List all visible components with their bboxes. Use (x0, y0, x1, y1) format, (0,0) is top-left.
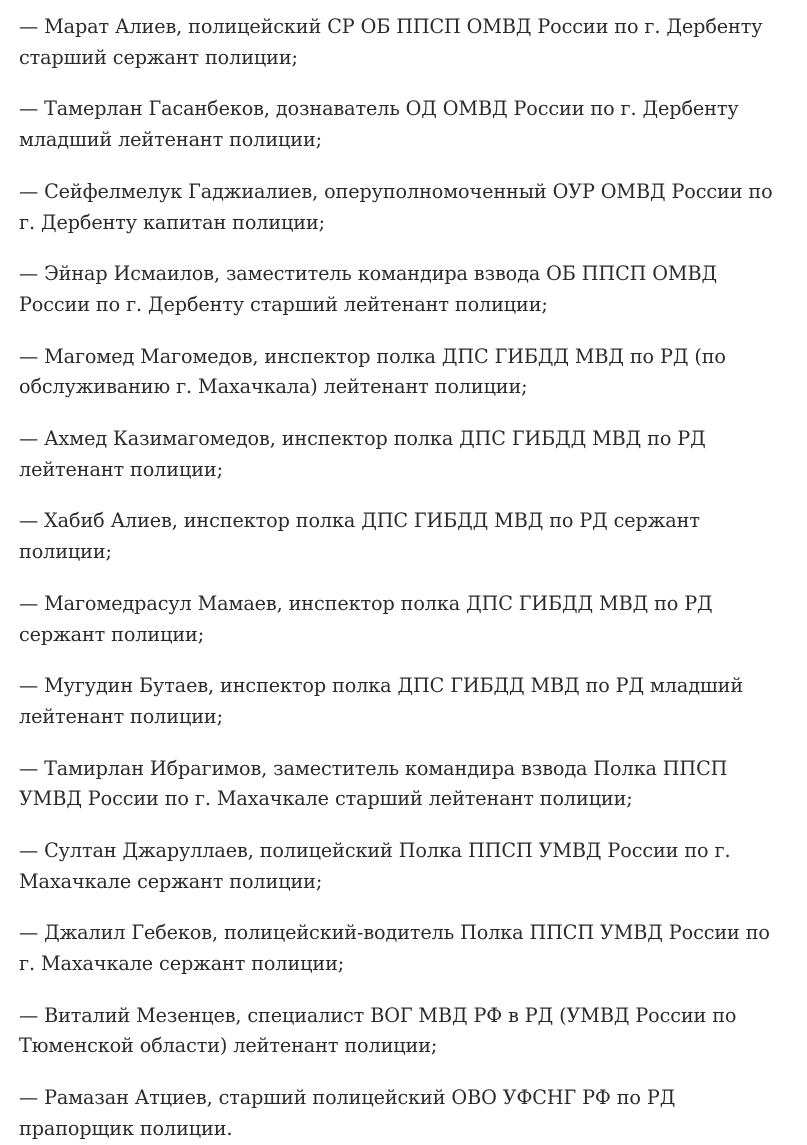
list-item: — Тамирлан Ибрагимов, заместитель командира взвода Полка ППСП УМВД России по г. Махачкале старший лейтенант полиции; (19, 756, 728, 811)
list-item: — Тамерлан Гасанбеков, дознаватель ОД ОМВД России по г. Дербенту младший лейтенант полиции; (19, 97, 739, 152)
list-item: — Джалил Гебеков, полицейский-водитель Полка ППСП УМВД России по г. Махачкале сержант полиции; (19, 921, 770, 976)
list-item: — Султан Джаруллаев, полицейский Полка ППСП УМВД России по г. Махачкале сержант полиции; (19, 838, 731, 893)
list-item: — Сейфелмелук Гаджиалиев, оперуполномоченный ОУР ОМВД России по г. Дербенту капитан полиции; (19, 179, 773, 234)
list-item: — Рамазан Атциев, старший полицейский ОВО УФСНГ РФ по РД прапорщик полиции. (19, 1086, 676, 1140)
list-item: — Хабиб Алиев, инспектор полка ДПС ГИБДД МВД по РД сержант полиции; (19, 509, 700, 564)
list-item: — Магомедрасул Мамаев, инспектор полка ДПС ГИБДД МВД по РД сержант полиции; (19, 591, 713, 646)
list-item: — Ахмед Казимагомедов, инспектор полка ДПС ГИБДД МВД по РД лейтенант полиции; (19, 426, 706, 481)
list-item: — Мугудин Бутаев, инспектор полка ДПС ГИБДД МВД по РД младший лейтенант полиции; (19, 674, 744, 728)
list-item: — Магомед Магомедов, инспектор полка ДПС ГИБДД МВД по РД (по обслуживанию г. Махачкала) лейтенант полиции; (19, 344, 726, 399)
list-item: — Эйнар Исмаилов, заместитель командира взвода ОБ ППСП ОМВД России по г. Дербенту старший лейтенант полиции; (19, 262, 717, 316)
list-item: — Марат Алиев, полицейский СР ОБ ППСП ОМВД России по г. Дербенту старший сержант полиции; (19, 15, 763, 69)
list-item: — Виталий Мезенцев, специалист ВОГ МВД РФ в РД (УМВД России по Тюменской области) лейтенант полиции; (19, 1003, 737, 1058)
